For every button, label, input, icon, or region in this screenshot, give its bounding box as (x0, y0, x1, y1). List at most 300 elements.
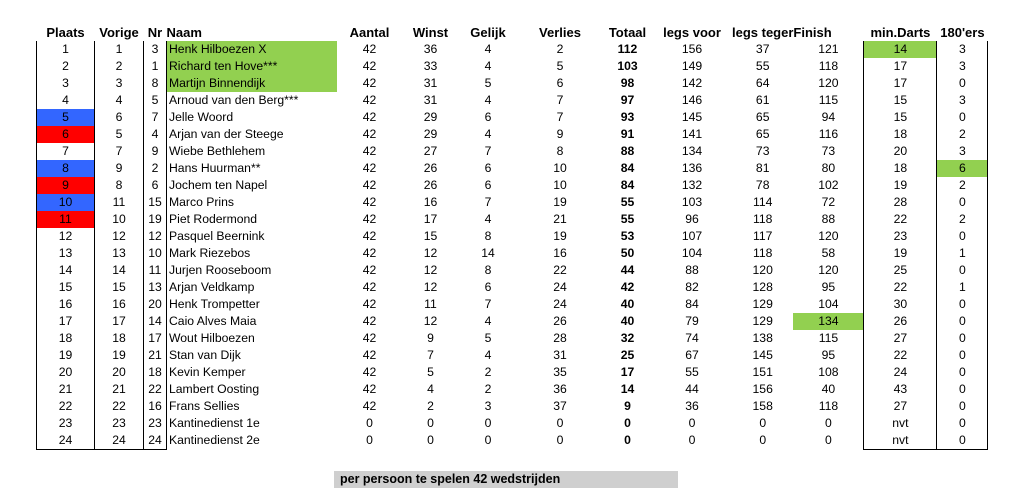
cell-naam: Wout Hilboezen (169, 331, 255, 345)
table-row (37, 211, 988, 228)
cell-winst: 11 (424, 297, 437, 311)
cell-plaats: 4 (37, 92, 95, 109)
cell-legs-voor: 146 (681, 93, 703, 107)
cell-plaats: 15 (37, 279, 95, 296)
cell-verlies: 0 (556, 416, 564, 430)
cell-totaal: 0 (624, 416, 631, 430)
table-row (37, 415, 988, 432)
cell-d180: 3 (937, 58, 988, 75)
cell-legs-voor: 79 (685, 314, 699, 328)
cell-d180: 0 (937, 432, 988, 450)
cell-winst: 2 (427, 399, 434, 413)
cell-gelijk: 2 (484, 365, 492, 379)
cell-d180: 0 (937, 398, 988, 415)
cell-plaats: 5 (37, 109, 95, 126)
cell-winst: 12 (423, 280, 438, 294)
cell-totaal: 0 (624, 433, 631, 448)
cell-plaats: 20 (37, 364, 95, 381)
cell-min-darts: 22 (864, 279, 937, 296)
cell-aantal: 42 (362, 348, 377, 362)
cell-totaal: 84 (620, 178, 635, 192)
cell-finish: 95 (821, 348, 836, 362)
cell-nr: 3 (144, 41, 167, 58)
cell-winst: 5 (427, 365, 434, 379)
cell-totaal: 93 (620, 110, 635, 124)
cell-legs-tegen: 128 (752, 280, 773, 294)
cell-min-darts: 17 (864, 75, 937, 92)
cell-aantal: 42 (362, 93, 377, 107)
cell-legs-tegen: 0 (759, 433, 767, 448)
cell-verlies: 19 (553, 229, 567, 243)
cell-vorige: 21 (95, 381, 144, 398)
cell-vorige: 5 (95, 126, 144, 143)
cell-legs-voor: 104 (681, 246, 703, 260)
cell-nr: 15 (144, 194, 167, 211)
cell-min-darts: 15 (864, 92, 937, 109)
cell-d180: 0 (937, 381, 988, 398)
cell-min-darts: 27 (864, 330, 937, 347)
cell-legs-voor: 0 (688, 433, 696, 448)
cell-finish: 118 (818, 59, 839, 73)
cell-verlies: 16 (553, 246, 567, 260)
cell-aantal: 0 (366, 416, 373, 430)
cell-totaal: 55 (620, 195, 635, 209)
cell-d180: 2 (937, 211, 988, 228)
cell-naam: Jochem ten Napel (169, 178, 268, 192)
header-legs-tegen: legs teger (732, 25, 794, 40)
table-row (37, 398, 988, 415)
cell-winst: 0 (427, 416, 434, 430)
cell-min-darts: nvt (864, 415, 937, 432)
table-row (37, 228, 988, 245)
cell-legs-voor: 134 (681, 144, 703, 158)
cell-totaal: 25 (620, 348, 635, 362)
table-row (37, 41, 988, 58)
cell-verlies: 36 (553, 382, 567, 396)
cell-nr: 20 (144, 296, 167, 313)
table-row (37, 330, 988, 347)
cell-finish: 95 (821, 280, 836, 294)
cell-totaal: 40 (620, 297, 635, 311)
cell-nr: 16 (144, 398, 167, 415)
cell-gelijk: 6 (484, 161, 492, 175)
cell-vorige: 3 (95, 75, 144, 92)
cell-naam: Lambert Oosting (169, 382, 260, 396)
cell-verlies: 2 (556, 42, 564, 56)
cell-finish: 121 (818, 42, 839, 56)
cell-min-darts: 19 (864, 177, 937, 194)
cell-min-darts: 27 (864, 398, 937, 415)
cell-plaats: 21 (37, 381, 95, 398)
cell-gelijk: 7 (484, 195, 492, 209)
cell-verlies: 28 (553, 331, 567, 345)
cell-finish: 116 (818, 127, 839, 141)
cell-legs-tegen: 61 (755, 93, 770, 107)
cell-min-darts: 14 (864, 41, 937, 58)
cell-plaats: 8 (37, 160, 95, 177)
cell-naam: Richard ten Hove*** (167, 58, 338, 75)
cell-verlies: 31 (553, 348, 567, 362)
cell-legs-voor: 88 (685, 263, 699, 277)
cell-d180: 6 (937, 160, 988, 177)
header-nr: Nr (147, 25, 163, 40)
cell-naam: Henk Hilboezen X (167, 41, 338, 58)
cell-d180: 2 (937, 126, 988, 143)
cell-totaal: 50 (620, 246, 635, 260)
cell-verlies: 24 (553, 280, 567, 294)
cell-plaats: 1 (37, 41, 95, 58)
cell-finish: 115 (818, 331, 839, 345)
cell-finish: 102 (818, 178, 839, 192)
cell-min-darts: 26 (864, 313, 937, 330)
cell-naam: Marco Prins (169, 195, 235, 209)
cell-aantal: 42 (362, 297, 377, 311)
cell-naam: Hans Huurman** (169, 161, 261, 175)
cell-verlies: 24 (553, 297, 567, 311)
cell-legs-tegen: 37 (755, 42, 770, 56)
cell-legs-voor: 36 (685, 399, 699, 413)
cell-min-darts: 22 (864, 211, 937, 228)
cell-naam: Caio Alves Maia (169, 314, 257, 328)
cell-legs-voor: 107 (681, 229, 703, 243)
table-row (37, 279, 988, 296)
cell-legs-voor: 96 (685, 212, 699, 226)
cell-totaal: 32 (620, 331, 635, 345)
cell-plaats: 11 (37, 211, 95, 228)
cell-naam: Stan van Dijk (169, 348, 241, 362)
cell-verlies: 10 (553, 161, 567, 175)
cell-legs-tegen: 78 (755, 178, 770, 192)
cell-aantal: 42 (362, 263, 377, 277)
cell-nr: 17 (144, 330, 167, 347)
header-winst: Winst (412, 25, 449, 40)
cell-finish: 40 (821, 382, 836, 396)
cell-gelijk: 4 (484, 59, 492, 73)
cell-legs-voor: 0 (688, 416, 696, 430)
cell-aantal: 42 (362, 110, 377, 124)
header-row (37, 24, 988, 41)
cell-finish: 104 (818, 297, 839, 311)
cell-vorige: 23 (95, 415, 144, 432)
cell-plaats: 6 (37, 126, 95, 143)
cell-plaats: 12 (37, 228, 95, 245)
cell-min-darts: 28 (864, 194, 937, 211)
cell-winst: 15 (423, 229, 438, 243)
cell-winst: 7 (427, 348, 434, 362)
cell-legs-tegen: 145 (752, 348, 773, 362)
cell-gelijk: 0 (484, 433, 492, 448)
cell-winst: 4 (427, 382, 434, 396)
table-body (37, 41, 988, 450)
cell-legs-tegen: 138 (752, 331, 773, 345)
table-row (37, 347, 988, 364)
cell-d180: 0 (937, 75, 988, 92)
cell-totaal: 98 (620, 76, 635, 90)
cell-legs-tegen: 129 (752, 297, 773, 311)
cell-legs-voor: 136 (681, 161, 703, 175)
cell-nr: 23 (144, 415, 167, 432)
cell-aantal: 42 (362, 212, 377, 226)
cell-aantal: 42 (362, 314, 377, 328)
cell-legs-voor: 141 (681, 127, 703, 141)
cell-naam: Martijn Binnendijk (167, 75, 338, 92)
cell-gelijk: 14 (481, 246, 495, 260)
cell-verlies: 10 (553, 178, 567, 192)
cell-gelijk: 5 (484, 76, 492, 90)
table-row (37, 313, 988, 330)
cell-totaal: 112 (617, 42, 638, 56)
cell-vorige: 17 (95, 313, 144, 330)
cell-vorige: 16 (95, 296, 144, 313)
cell-plaats: 17 (37, 313, 95, 330)
cell-nr: 12 (144, 228, 167, 245)
cell-vorige: 22 (95, 398, 144, 415)
cell-legs-voor: 44 (685, 382, 699, 396)
header-totaal: Totaal (608, 25, 647, 40)
table-row (37, 194, 988, 211)
cell-winst: 33 (423, 59, 438, 73)
cell-legs-voor: 132 (681, 178, 703, 192)
cell-legs-tegen: 0 (759, 416, 767, 430)
cell-vorige: 14 (95, 262, 144, 279)
cell-verlies: 0 (556, 433, 564, 448)
cell-finish: 120 (818, 76, 839, 90)
cell-legs-voor: 149 (681, 59, 703, 73)
cell-nr: 14 (144, 313, 167, 330)
cell-naam: Kevin Kemper (169, 365, 246, 379)
cell-plaats: 13 (37, 245, 95, 262)
cell-legs-tegen: 129 (752, 314, 773, 328)
table-row (37, 262, 988, 279)
cell-legs-voor: 84 (685, 297, 699, 311)
cell-winst: 29 (423, 110, 438, 124)
cell-finish: 108 (818, 365, 839, 379)
table-row (37, 381, 988, 398)
cell-vorige: 18 (95, 330, 144, 347)
cell-gelijk: 4 (484, 314, 492, 328)
cell-legs-tegen: 73 (755, 144, 770, 158)
cell-totaal: 40 (620, 314, 635, 328)
cell-vorige: 19 (95, 347, 144, 364)
cell-verlies: 21 (553, 212, 567, 226)
cell-totaal: 103 (617, 59, 638, 73)
cell-aantal: 42 (362, 76, 377, 90)
cell-legs-tegen: 114 (752, 195, 773, 209)
table-row (37, 143, 988, 160)
cell-min-darts: 24 (864, 364, 937, 381)
cell-naam: Frans Sellies (169, 399, 240, 413)
cell-legs-tegen: 65 (755, 127, 770, 141)
cell-legs-tegen: 120 (752, 263, 773, 277)
cell-vorige: 15 (95, 279, 144, 296)
cell-gelijk: 0 (484, 416, 492, 430)
cell-vorige: 13 (95, 245, 144, 262)
cell-naam: Mark Riezebos (169, 246, 251, 260)
cell-plaats: 23 (37, 415, 95, 432)
cell-gelijk: 7 (484, 144, 492, 158)
cell-nr: 4 (144, 126, 167, 143)
cell-finish: 120 (818, 263, 839, 277)
table-row (37, 160, 988, 177)
cell-verlies: 35 (553, 365, 567, 379)
cell-gelijk: 8 (484, 263, 492, 277)
cell-legs-voor: 55 (685, 365, 699, 379)
cell-finish: 0 (825, 433, 832, 448)
cell-totaal: 53 (620, 229, 635, 243)
cell-naam: Jelle Woord (169, 110, 234, 124)
cell-min-darts: 18 (864, 126, 937, 143)
cell-totaal: 44 (620, 263, 635, 277)
cell-d180: 1 (937, 245, 988, 262)
cell-min-darts: 19 (864, 245, 937, 262)
cell-legs-tegen: 81 (755, 161, 770, 175)
cell-vorige: 2 (95, 58, 144, 75)
cell-naam: Jurjen Rooseboom (169, 263, 272, 277)
cell-nr: 21 (144, 347, 167, 364)
cell-finish: 73 (821, 144, 836, 158)
header-finish: Finish (793, 25, 832, 40)
cell-min-darts: 17 (864, 58, 937, 75)
cell-verlies: 8 (556, 144, 564, 158)
cell-winst: 36 (423, 42, 438, 56)
cell-nr: 6 (144, 177, 167, 194)
cell-gelijk: 6 (484, 110, 492, 124)
cell-finish: 120 (818, 229, 839, 243)
cell-winst: 29 (423, 127, 438, 141)
cell-nr: 11 (144, 262, 167, 279)
cell-legs-tegen: 64 (755, 76, 770, 90)
cell-plaats: 9 (37, 177, 95, 194)
cell-gelijk: 3 (484, 399, 492, 413)
header-aantal: Aantal (349, 25, 390, 40)
cell-min-darts: 15 (864, 109, 937, 126)
cell-legs-tegen: 55 (755, 59, 770, 73)
cell-winst: 9 (427, 331, 434, 345)
cell-verlies: 6 (556, 76, 564, 90)
cell-d180: 0 (937, 194, 988, 211)
cell-finish: 80 (821, 161, 836, 175)
cell-legs-voor: 145 (681, 110, 703, 124)
table-row (37, 432, 988, 450)
cell-totaal: 91 (620, 127, 635, 141)
cell-winst: 12 (423, 246, 438, 260)
cell-min-darts: 23 (864, 228, 937, 245)
cell-gelijk: 4 (484, 93, 492, 107)
cell-gelijk: 7 (484, 297, 492, 311)
table-row (37, 177, 988, 194)
cell-naam: Arjan van der Steege (169, 127, 284, 141)
header-gelijk: Gelijk (470, 25, 506, 40)
cell-aantal: 42 (362, 161, 377, 175)
cell-vorige: 24 (95, 432, 144, 450)
cell-d180: 0 (937, 228, 988, 245)
cell-plaats: 24 (37, 432, 95, 450)
cell-nr: 24 (144, 432, 167, 450)
cell-finish: 0 (825, 416, 832, 430)
header-legs-voor: legs voor (663, 25, 721, 40)
cell-totaal: 84 (620, 161, 635, 175)
cell-plaats: 16 (37, 296, 95, 313)
cell-legs-voor: 67 (685, 348, 699, 362)
header-180ers: 180'ers (940, 25, 985, 40)
cell-vorige: 10 (95, 211, 144, 228)
cell-plaats: 7 (37, 143, 95, 160)
cell-aantal: 42 (362, 399, 377, 413)
cell-min-darts: 22 (864, 347, 937, 364)
cell-winst: 26 (423, 161, 438, 175)
cell-totaal: 97 (620, 93, 635, 107)
cell-d180: 3 (937, 143, 988, 160)
cell-totaal: 14 (620, 382, 635, 396)
cell-vorige: 7 (95, 143, 144, 160)
cell-nr: 7 (144, 109, 167, 126)
cell-min-darts: 43 (864, 381, 937, 398)
cell-gelijk: 2 (484, 382, 492, 396)
cell-plaats: 3 (37, 75, 95, 92)
cell-legs-tegen: 118 (752, 212, 773, 226)
cell-nr: 13 (144, 279, 167, 296)
cell-winst: 31 (423, 93, 438, 107)
header-naam: Naam (166, 25, 202, 40)
table-row (37, 92, 988, 109)
cell-legs-tegen: 118 (752, 246, 773, 260)
cell-nr: 9 (144, 143, 167, 160)
cell-d180: 2 (937, 177, 988, 194)
cell-verlies: 19 (553, 195, 567, 209)
cell-verlies: 9 (556, 127, 564, 141)
cell-plaats: 10 (37, 194, 95, 211)
cell-finish: 134 (793, 313, 864, 330)
cell-totaal: 9 (624, 399, 631, 413)
cell-verlies: 7 (556, 110, 564, 124)
cell-d180: 3 (937, 41, 988, 58)
cell-legs-voor: 103 (681, 195, 703, 209)
cell-aantal: 0 (366, 433, 373, 448)
cell-nr: 5 (144, 92, 167, 109)
cell-totaal: 17 (620, 365, 635, 379)
cell-aantal: 42 (362, 42, 377, 56)
cell-d180: 0 (937, 330, 988, 347)
cell-gelijk: 4 (484, 127, 492, 141)
cell-gelijk: 8 (484, 229, 492, 243)
cell-aantal: 42 (362, 59, 377, 73)
cell-vorige: 4 (95, 92, 144, 109)
cell-d180: 0 (937, 109, 988, 126)
cell-nr: 1 (144, 58, 167, 75)
cell-gelijk: 4 (484, 42, 492, 56)
table-row (37, 364, 988, 381)
cell-finish: 88 (821, 212, 836, 226)
cell-nr: 8 (144, 75, 167, 92)
cell-gelijk: 5 (484, 331, 492, 345)
cell-plaats: 14 (37, 262, 95, 279)
cell-plaats: 22 (37, 398, 95, 415)
cell-finish: 72 (821, 195, 836, 209)
footer-note: per persoon te spelen 42 wedstrijden (334, 471, 678, 488)
cell-nr: 2 (144, 160, 167, 177)
cell-min-darts: 25 (864, 262, 937, 279)
cell-plaats: 19 (37, 347, 95, 364)
cell-plaats: 18 (37, 330, 95, 347)
cell-legs-voor: 82 (685, 280, 699, 294)
cell-finish: 118 (818, 399, 839, 413)
header-verlies: Verlies (539, 25, 581, 40)
table-row (37, 58, 988, 75)
cell-naam: Kantinedienst 2e (169, 433, 260, 448)
cell-d180: 0 (937, 347, 988, 364)
cell-verlies: 22 (553, 263, 567, 277)
cell-min-darts: 20 (864, 143, 937, 160)
